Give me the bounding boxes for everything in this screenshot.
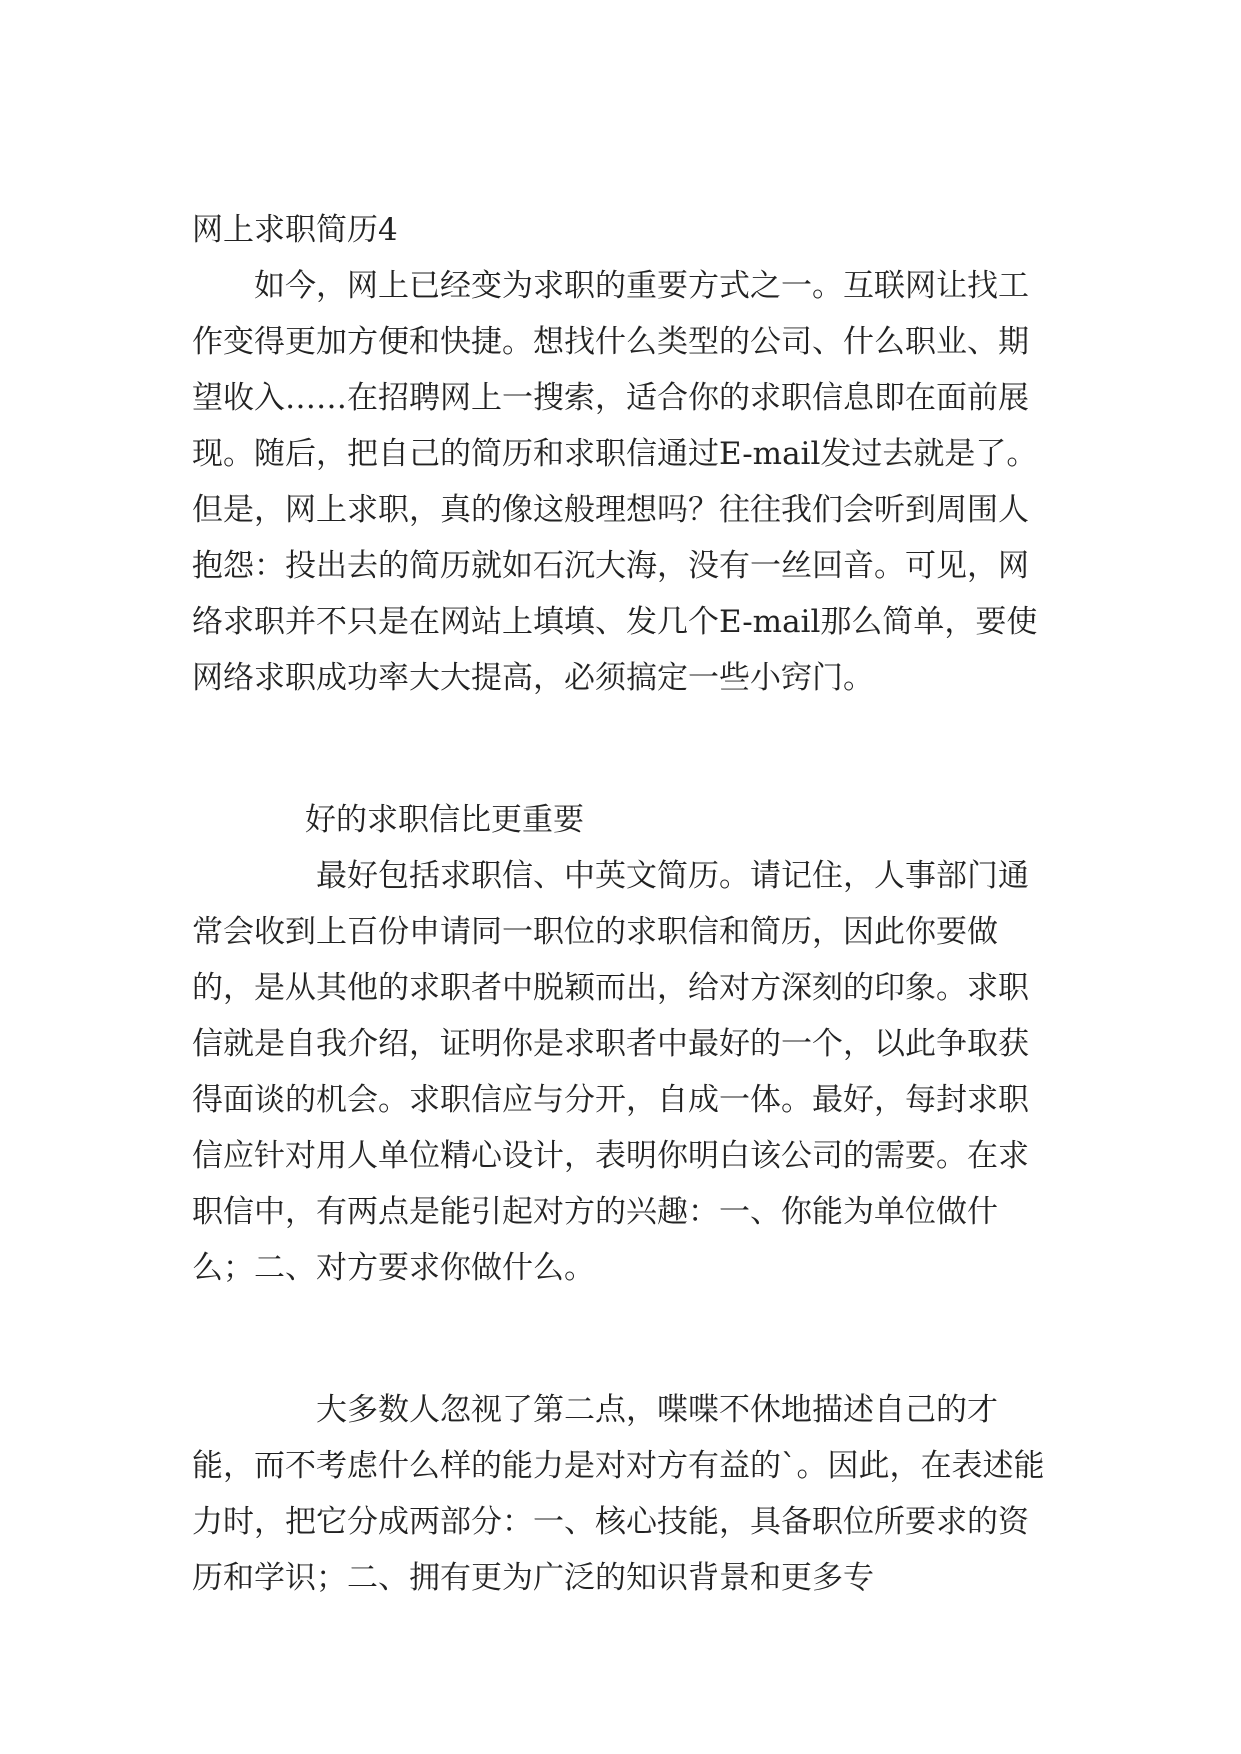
section-heading: 好的求职信比更重要 bbox=[305, 802, 584, 838]
paragraph-2: 最好包括求职信、中英文简历。请记住，人事部门通常会收到上百份申请同一职位的求职信和简历，因此你要做的，是从其他的求职者中脱颖而出，给对方深刻的印象。求职信就是自我介绍，证明你是求职者中最好的一个，以此争取获得面谈的机会。求职信应与分开，自成一体。最好，每封求职信应针对用人单位精心设计，表明你明白该公司的需要。在求职信中，有两点是能引起对方的兴趣：一、你能为单位做什么；二、对方要求你做什么。 bbox=[192, 858, 1029, 1286]
paragraph-1: 如今，网上已经变为求职的重要方式之一。互联网让找工作变得更加方便和快捷。想找什么类型的公司、什么职业、期望收入……在招聘网上一搜索，适合你的求职信息即在面前展现。随后，把自己的简历和求职信通过E-mail发过去就是了。但是，网上求职，真的像这般理想吗？往往我们会听到周围人抱怨：投出去的简历就如石沉大海，没有一丝回音。可见，网络求职并不只是在网站上填填、发几个E-mail那么简单，要使网络求职成功率大大提高，必须搞定一些小窍门。 bbox=[192, 268, 1038, 696]
paragraph-3: 大多数人忽视了第二点，喋喋不休地描述自己的才能，而不考虑什么样的能力是对对方有益的`。因此，在表述能力时，把它分成两部分：一、核心技能，具备职位所要求的资历和学识；二、拥有更为广泛的知识背景和更多专 bbox=[192, 1392, 1045, 1596]
document-title: 网上求职简历4 bbox=[192, 212, 398, 248]
